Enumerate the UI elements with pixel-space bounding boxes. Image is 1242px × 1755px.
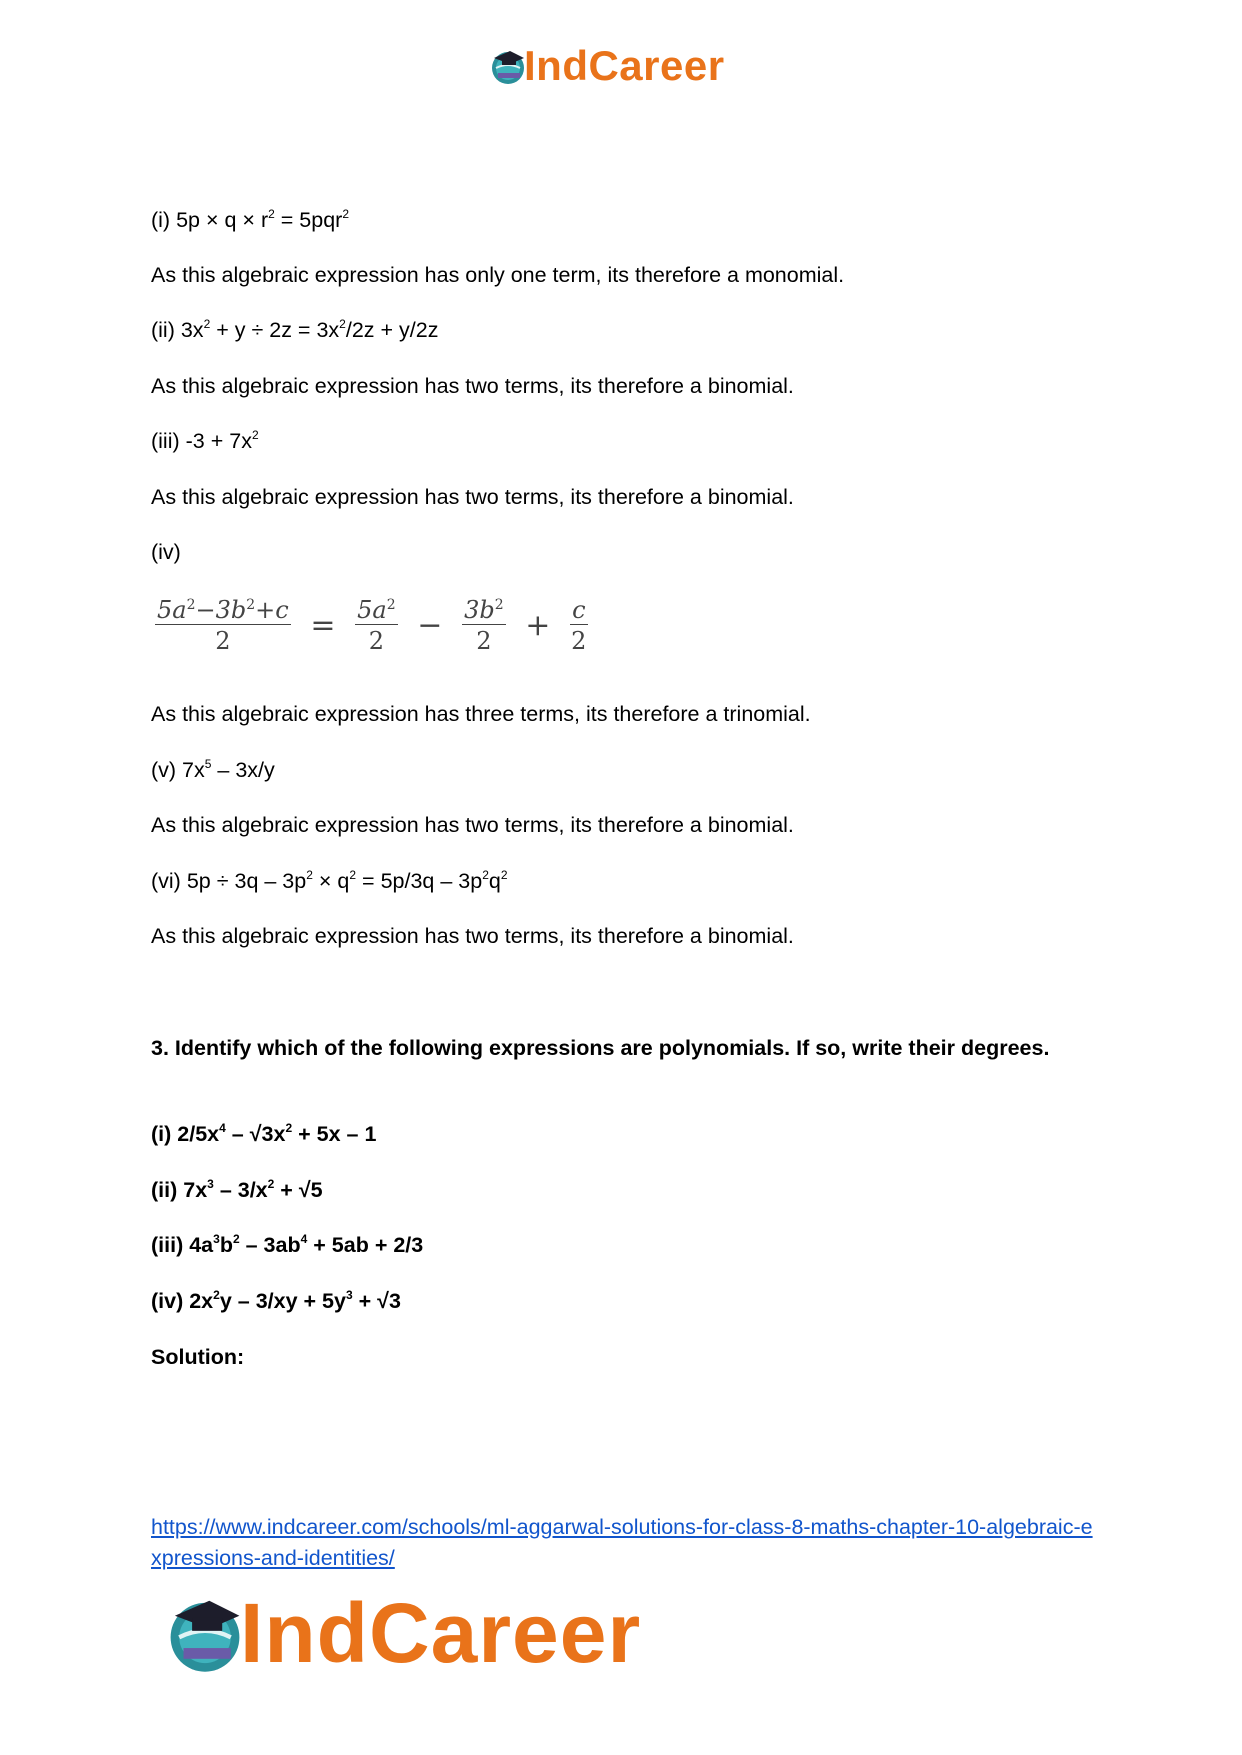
answer-iv-label: (iv) — [151, 540, 181, 564]
answer-v-expression: (v) $7x^5 - 3x/y$ — [151, 757, 275, 782]
header-logo[interactable] — [488, 40, 725, 92]
question-3-part-ii: (ii) $7x^3 - 3/x^2 + √5$ — [151, 1177, 323, 1202]
footer-logo[interactable] — [162, 1585, 641, 1681]
rhs-term-1: $\frac{5a^2}{2}$ — [357, 596, 396, 655]
answer-vi-expression: (vi) $5p \div 3q - 3p^2 \times q^2 = 5p/3q - 3p^2q^2$ — [151, 868, 508, 893]
lhs-fraction: $\frac{5a^2-3b^2+c}{2}$ — [157, 596, 289, 655]
solution-heading: Solution: — [151, 1345, 245, 1369]
logo-text: IndCareer — [524, 42, 725, 89]
question-3-title: 3. Identify which of the following expressions are polynomials. If so, write their degrees. — [151, 1036, 1050, 1060]
graduation-cap-globe-icon — [162, 1590, 248, 1676]
footer-source-link[interactable]: https://www.indcareer.com/schools/ml-aggarwal-solutions-for-class-8-maths-chapter-10-algebraic-expressions-and-identities/ — [151, 1515, 1093, 1570]
equals-sign: = — [310, 608, 336, 643]
answer-ii-expression: (ii) $3x^2 + y \div 2z = 3x^2/2z + y/2z$ — [151, 317, 439, 342]
rhs-term-2: $\frac{3b^2}{2}$ — [464, 596, 504, 655]
plus-sign: + — [525, 608, 551, 643]
rhs-term-3: $\frac{c}{2}$ — [571, 596, 587, 655]
question-3-part-iii: (iii) $4a^3b^2 - 3ab^4 + 5ab + 2/3$ — [151, 1232, 424, 1257]
graduation-cap-globe-icon — [488, 46, 528, 86]
question-3-part-i: (i) $2/5x^4 - √3x^2 + 5x - 1$ — [151, 1121, 377, 1146]
question-3-part-iv: (iv) $2x^2y - 3/xy + 5y^3 + √3$ — [151, 1288, 401, 1313]
answer-i-explanation: As this algebraic expression has only one term, its therefore a monomial. — [151, 263, 845, 287]
answer-vi-explanation: As this algebraic expression has two terms, its therefore a binomial. — [151, 924, 794, 948]
answer-iv-explanation: As this algebraic expression has three terms, its therefore a trinomial. — [151, 702, 811, 726]
answer-iii-explanation: As this algebraic expression has two terms, its therefore a binomial. — [151, 485, 794, 509]
logo-text: IndCareer — [240, 1585, 642, 1680]
answer-v-explanation: As this algebraic expression has two terms, its therefore a binomial. — [151, 813, 794, 837]
answer-iii-expression: (iii) $-3 + 7x^2$ — [151, 428, 259, 453]
answer-i-expression: (i) $5p \times q \times r^2 = 5pqr^2$ — [151, 207, 350, 232]
minus-sign: − — [417, 608, 443, 643]
answer-ii-explanation: As this algebraic expression has two terms, its therefore a binomial. — [151, 374, 794, 398]
fraction-equation — [155, 596, 588, 668]
